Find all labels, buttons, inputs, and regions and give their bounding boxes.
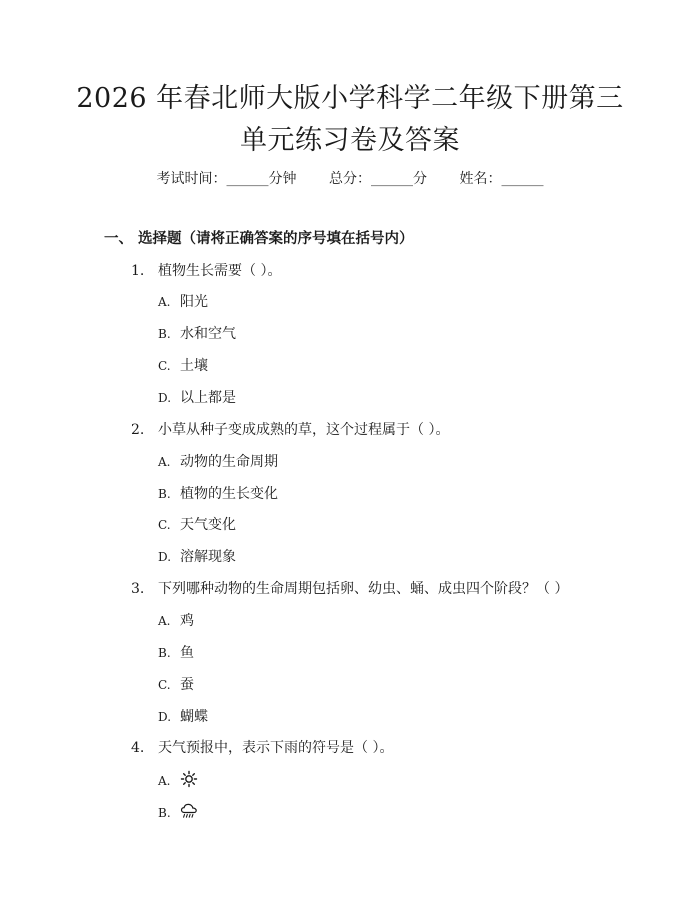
total-score-field: 总分：______分 [329, 171, 427, 187]
question-number: 1. [131, 263, 145, 279]
option-letter: C. [158, 518, 171, 532]
title-line-2: 单元练习卷及答案 [240, 125, 460, 156]
option-text: 鱼 [180, 645, 194, 661]
option-letter: D. [158, 550, 172, 564]
student-name-field: 姓名：______ [459, 171, 544, 187]
option-text: 动物的生命周期 [180, 454, 278, 470]
question-2 [131, 420, 449, 440]
option-letter: D. [158, 710, 172, 724]
question-number: 2. [131, 422, 145, 438]
option-text: 以上都是 [180, 390, 236, 406]
option-letter: A. [158, 455, 171, 469]
question-1-option-c [158, 356, 208, 376]
option-letter: B. [158, 487, 171, 501]
option-letter: B. [158, 646, 171, 660]
question-number: 3. [131, 581, 145, 597]
option-text: 天气变化 [180, 517, 236, 533]
question-number: 4. [131, 740, 145, 756]
question-4 [131, 738, 393, 758]
title-line-1: 2026 年春北师大版小学科学二年级下册第三 [76, 83, 624, 114]
option-text: 鸡 [180, 613, 194, 629]
option-letter: C. [158, 678, 171, 692]
option-text: 土壤 [180, 358, 208, 374]
question-1-option-d [158, 388, 236, 408]
question-text: 下列哪种动物的生命周期包括卵、幼虫、蛹、成虫四个阶段？（ ） [158, 581, 569, 597]
option-letter: C. [158, 359, 171, 373]
question-3-option-a [158, 611, 194, 631]
option-letter: A. [158, 295, 171, 309]
section-title: 选择题（请将正确答案的序号填在括号内） [138, 230, 414, 247]
question-2-option-b [158, 484, 278, 504]
section-heading-choice [104, 229, 414, 249]
option-text: 溶解现象 [180, 549, 236, 565]
question-text: 小草从种子变成成熟的草，这个过程属于（ ）。 [158, 422, 450, 438]
question-3 [131, 579, 568, 599]
rain-cloud-icon [180, 802, 198, 820]
page-title [60, 78, 640, 162]
question-4-option-a [158, 770, 198, 791]
question-1-option-b [158, 324, 236, 344]
option-text: 阳光 [180, 294, 208, 310]
option-text: 水和空气 [180, 326, 236, 342]
option-letter: B. [158, 327, 171, 341]
question-3-option-d [158, 707, 208, 727]
question-3-option-b [158, 643, 194, 663]
section-number: 一、 [104, 230, 133, 247]
option-text: 植物的生长变化 [180, 486, 278, 502]
exam-time-field: 考试时间：______分钟 [156, 171, 297, 187]
question-1-option-a [158, 292, 208, 312]
question-2-option-d [158, 547, 236, 567]
question-2-option-c [158, 515, 236, 535]
option-text: 蝴蝶 [180, 709, 208, 725]
question-4-option-b [158, 802, 198, 823]
exam-meta [0, 169, 700, 189]
question-text: 天气预报中，表示下雨的符号是（ ）。 [158, 740, 394, 756]
question-3-option-c [158, 675, 194, 695]
question-1 [131, 261, 281, 281]
option-letter: B. [158, 806, 171, 820]
sun-icon [180, 770, 198, 788]
question-2-option-a [158, 452, 278, 472]
option-letter: A. [158, 614, 171, 628]
option-letter: A. [158, 774, 171, 788]
option-text: 蚕 [180, 677, 194, 693]
option-letter: D. [158, 391, 172, 405]
question-text: 植物生长需要（ ）。 [158, 263, 282, 279]
